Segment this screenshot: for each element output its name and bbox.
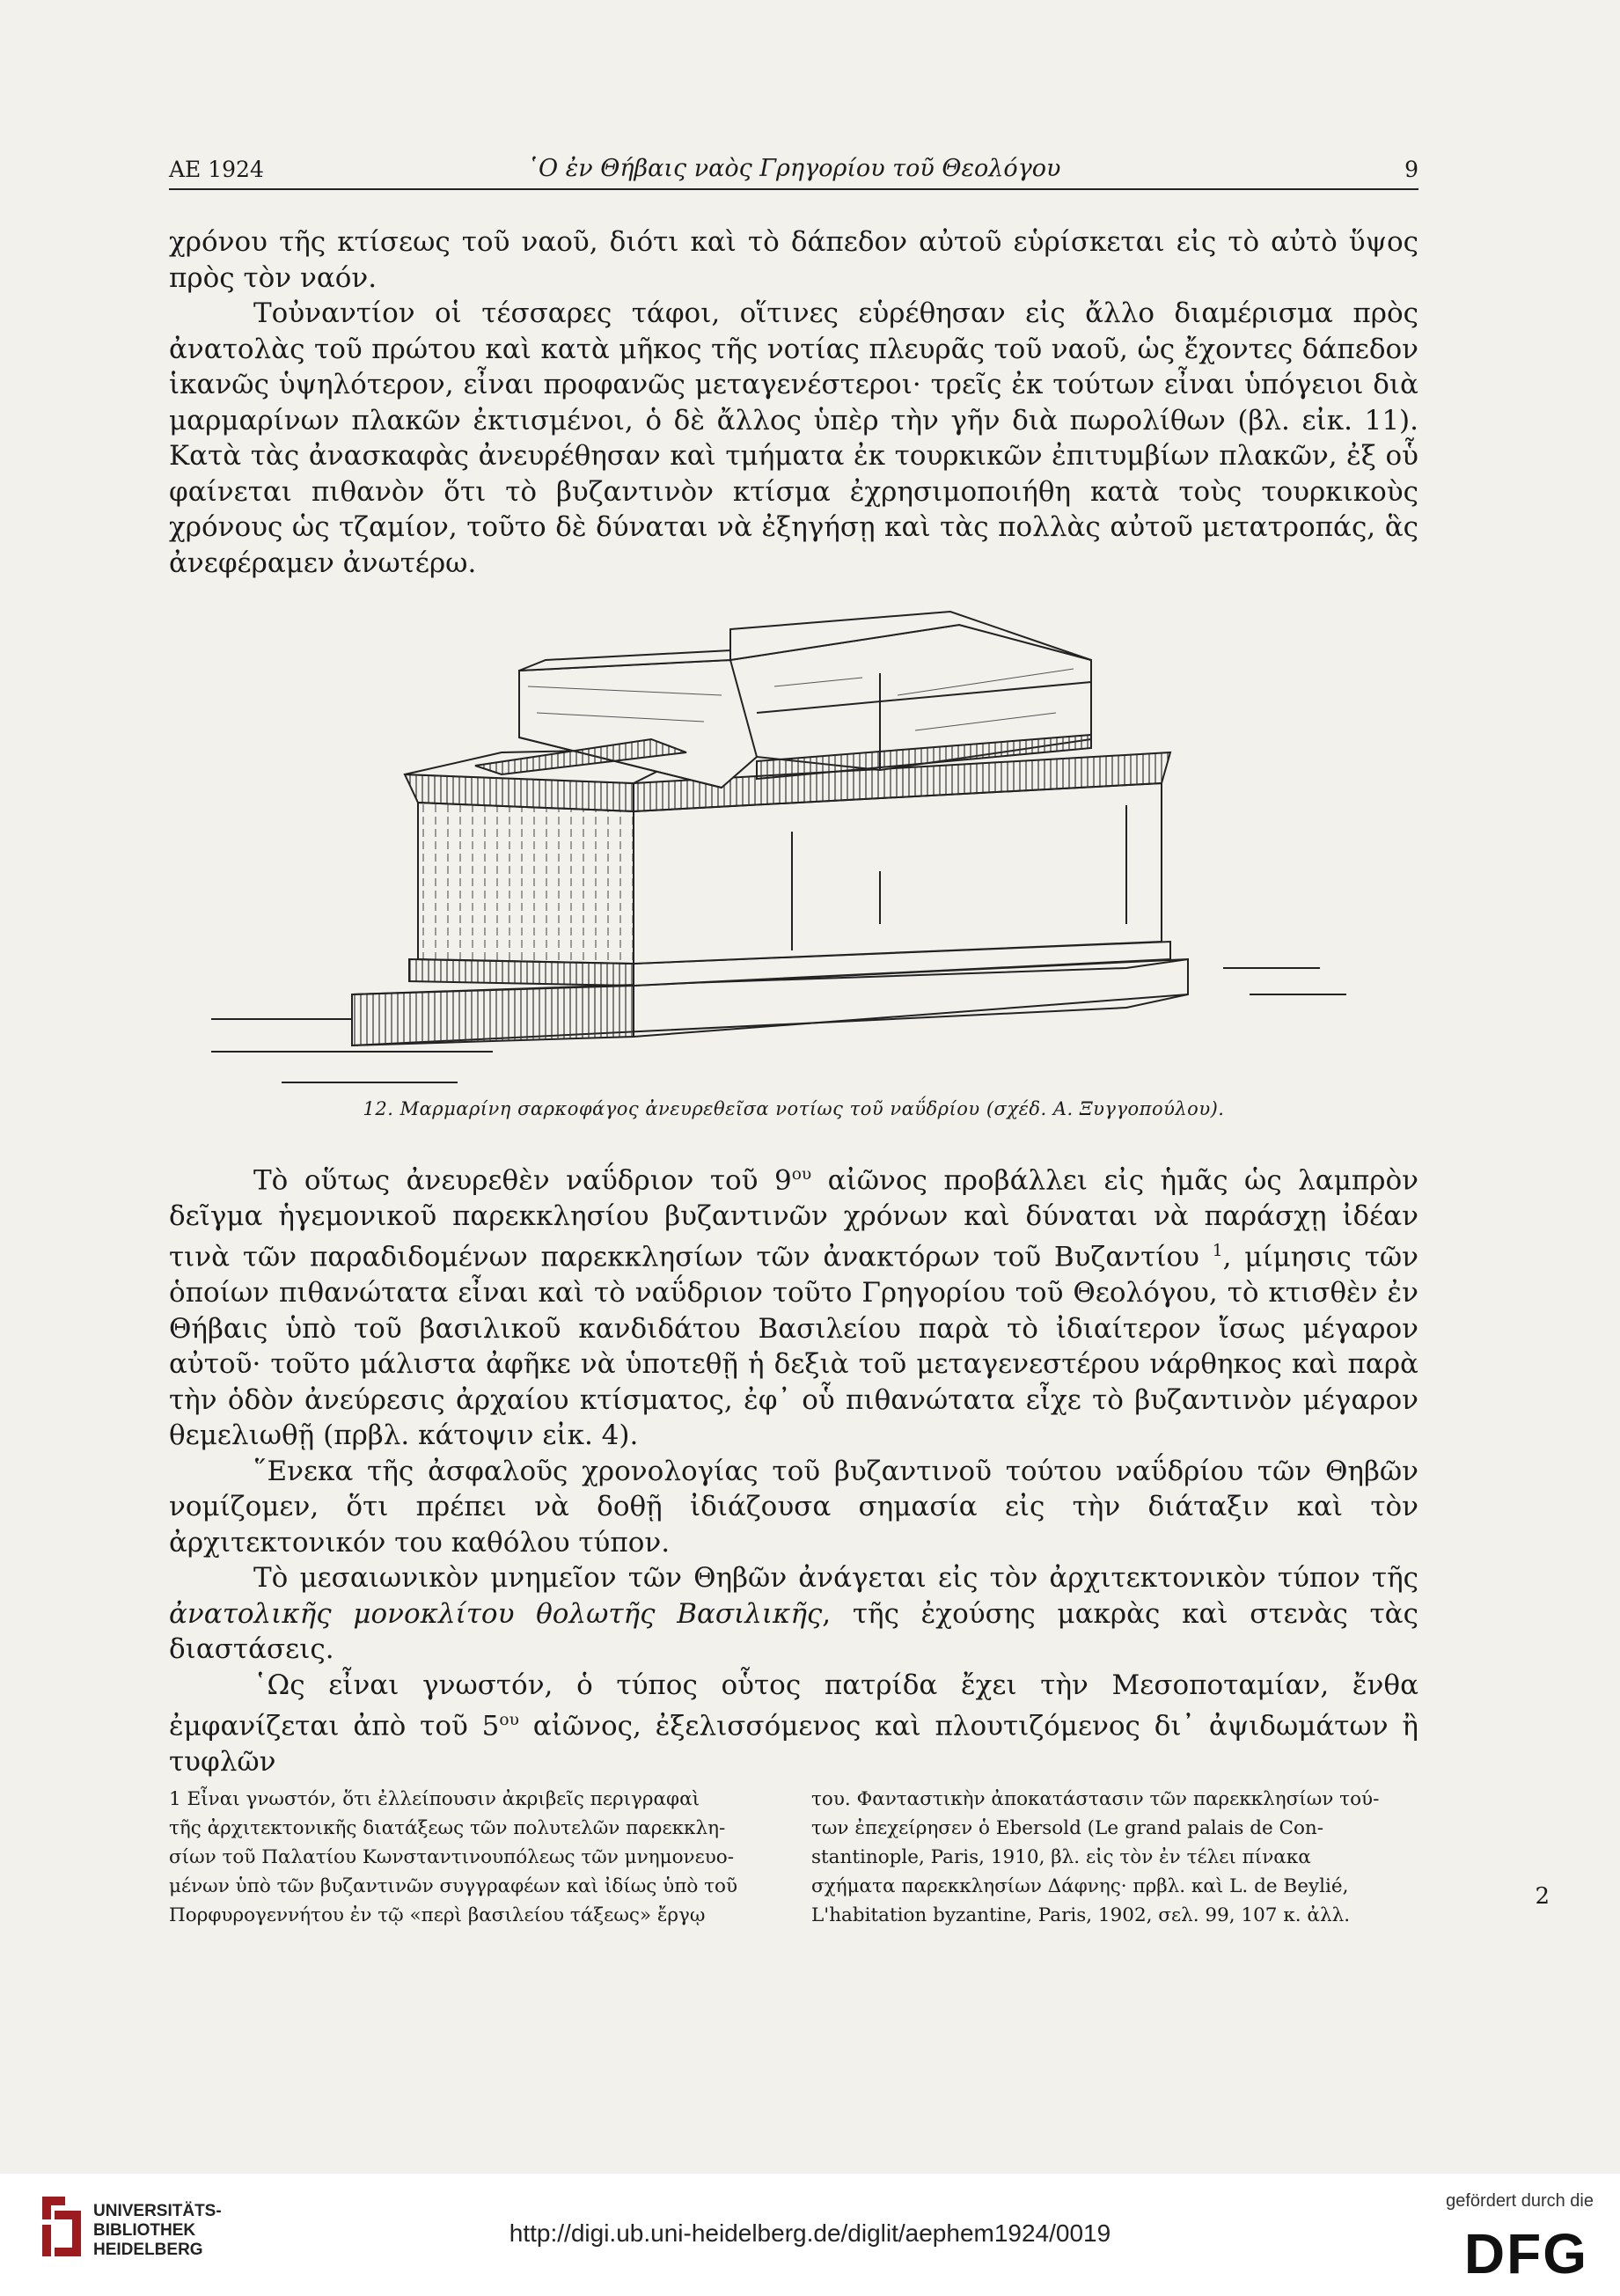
text-block-lower (169, 1157, 1418, 1779)
footnote-line: σχήματα παρεκκλησίων Δάφνης· πρβλ. καὶ L. de Beylié, (811, 1875, 1349, 1897)
permalink-url[interactable]: http://digi.ub.uni-heidelberg.de/diglit/aephem1924/0019 (509, 2219, 1111, 2247)
library-name-line: HEIDELBERG (93, 2241, 203, 2259)
running-title: ῾Ο ἐν Θήβαις ναὸς Γρηγορίου τοῦ Θεολόγου (526, 155, 1061, 182)
text-run: Τὸ μεσαιωνικὸν μνημεῖον τῶν Θηβῶν ἀνάγεται εἰς τὸν ἀρχιτεκτονικὸν τύπον τῆς (253, 1562, 1418, 1595)
text-run: , μίμησις τῶν ὁποίων πιθανώτατα εἶναι καὶ τὸ ναΰδριον τοῦτο Γρηγορίου τοῦ Θεολόγου, τὸ κτισθὲν ἐν Θήβαις ὑπὸ τοῦ βασιλικοῦ κανδιδάτου Βασιλείου παρὰ τὸ ἰδιαίτερον ἴσως μέγαρον αὐτοῦ· τοῦτο μάλιστα ἀφῆκε νὰ ὑποτεθῇ ἡ δεξιὰ τοῦ μεταγενεστέρου νάρθηκος καὶ παρὰ τὴν ὁδὸν ἀνεύρεσις ἀρχαίου κτίσματος, ἐφ᾽ οὗ πιθανώτατα εἶχε τὸ βυζαντινὸν μέγαρον θεμελιωθῇ (πρβλ. κάτοψιν εἰκ. 4). (169, 1241, 1418, 1452)
footnote-reference[interactable]: 1 (1212, 1242, 1223, 1261)
footnote-line: του. Φανταστικὴν ἀποκατάστασιν τῶν παρεκκλησίων τού- (811, 1788, 1380, 1810)
footnote-line: stantinople, Paris, 1910, βλ. εἰς τὸν ἐν τέλει πίνακα (811, 1846, 1311, 1868)
sarcophagus-drawing (211, 607, 1346, 1100)
paragraph (169, 1157, 1418, 1454)
footnote-column-left (169, 1785, 776, 1930)
figure-caption: 12. Μαρμαρίνη σαρκοφάγος ἀνευρεθεῖσα νοτίως τοῦ ναΰδρίου (σχέδ. Α. Ξυγγοπούλου). (363, 1098, 1225, 1119)
page-number: 9 (1404, 157, 1418, 182)
digitization-footer (0, 2174, 1620, 2296)
paragraph (169, 1668, 1418, 1780)
paragraph: χρόνου τῆς κτίσεως τοῦ ναοῦ, διότι καὶ τὸ δάπεδον αὐτοῦ εὑρίσκεται εἰς τὸ αὐτὸ ὕψος πρὸς τὸν ναόν. (169, 226, 1418, 294)
header-rule (169, 188, 1418, 190)
footnote-line: μένων ὑπὸ τῶν βυζαντινῶν συγγραφέων καὶ ἰδίως ὑπὸ τοῦ (169, 1875, 738, 1897)
sheet-signature: 2 (1535, 1883, 1550, 1910)
ordinal-superscript: ου (499, 1711, 519, 1730)
dfg-logo: DFG (1463, 2222, 1588, 2285)
paragraph: ῞Ενεκα τῆς ἀσφαλοῦς χρονολογίας τοῦ βυζαντινοῦ τούτου ναΰδρίου τῶν Θηβῶν νομίζομεν, ὅτι πρέπει νὰ δοθῇ ἰδιάζουσα σημασία εἰς τὴν διάταξιν καὶ τὸν ἀρχιτεκτονικόν του καθόλου τύπον. (169, 1455, 1418, 1559)
running-head (169, 151, 1418, 187)
text-run: ῾Ως εἶναι γνωστόν, ὁ τύπος οὗτος πατρίδα ἔχει τὴν Μεσοποταμίαν, ἔνθα ἐμφανίζεται ἀπὸ τοῦ 5 (169, 1669, 1418, 1742)
funded-by-label: gefördert durch die (1446, 2191, 1594, 2211)
emphasis: ἀνατολικῆς μονοκλίτου θολωτῆς Βασιλικῆς (169, 1597, 823, 1630)
footnote-line: των ἐπεχείρησεν ὁ Ebersold (Le grand palais de Con- (811, 1817, 1324, 1839)
library-name-line: UNIVERSITÄTS- (93, 2202, 222, 2220)
footnote-line: σίων τοῦ Παλατίου Κωνσταντινουπόλεως τῶν μνημονευο- (169, 1846, 735, 1868)
footnotes (169, 1785, 1418, 1970)
footnote-line: L'habitation byzantine, Paris, 1902, σελ. 99, 107 κ. ἀλλ. (811, 1904, 1351, 1926)
footnote-line: τῆς ἀρχιτεκτονικῆς διατάξεως τῶν πολυτελῶν παρεκκλη- (169, 1817, 726, 1839)
text-run: αἰῶνος προβάλλει εἰς ἡμᾶς ὡς λαμπρὸν δεῖγμα ἡγεμονικοῦ παρεκκλησίου βυζαντινῶν χρόνων καὶ δύναται νὰ παράσχῃ ἰδέαν τινὰ τῶν παραδιδομένων παρεκκλησίων τῶν ἀνακτόρων τοῦ Βυζαντίου (169, 1164, 1418, 1273)
footnote-line: Πορφυρογεννήτου ἐν τῷ «περὶ βασιλείου τάξεως» ἔργῳ (169, 1904, 706, 1926)
journal-volume: ΑΕ 1924 (169, 157, 264, 182)
ordinal-superscript: ου (791, 1165, 812, 1184)
footnote-line: 1 Εἶναι γνωστόν, ὅτι ἐλλείπουσιν ἀκριβεῖς περιγραφαὶ (169, 1788, 700, 1810)
paragraph (169, 1560, 1418, 1668)
library-name-line: BIBLIOTHEK (93, 2221, 196, 2240)
text-run: , τῆς ἐχούσης μακρὰς καὶ στενὰς τὰς διαστάσεις. (169, 1597, 1418, 1666)
text-run: αἰῶνος, ἐξελισσόμενος καὶ πλουτιζόμενος δι᾽ ἀψιδωμάτων ἢ τυφλῶν (169, 1710, 1418, 1778)
footnote-column-right (811, 1785, 1418, 1930)
text-run: Τὸ οὕτως ἀνευρεθὲν ναΰδριον τοῦ 9 (253, 1164, 792, 1197)
text-block-upper (169, 224, 1418, 581)
paragraph: Τοὐναντίον οἱ τέσσαρες τάφοι, οἵτινες εὑρέθησαν εἰς ἄλλο διαμέρισμα πρὸς ἀνατολὰς τοῦ πρώτου καὶ κατὰ μῆκος τῆς νοτίας πλευρᾶς τοῦ ναοῦ, ὡς ἔχοντες δάπεδον ἱκανῶς ὑψηλότερον, εἶναι προφανῶς μεταγενέστεροι· τρεῖς ἐκ τούτων εἶναι ὑπόγειοι διὰ μαρμαρίνων πλακῶν ἐκτισμένοι, ὁ δὲ ἄλλος ὑπὲρ τὴν γῆν διὰ πωρολίθων (βλ. εἰκ. 11). Κατὰ τὰς ἀνασκαφὰς ἀνευρέθησαν καὶ τμήματα ἐκ τουρκικῶν ἐπιτυμβίων πλακῶν, ἐξ οὗ φαίνεται πιθανὸν ὅτι τὸ βυζαντινὸν κτίσμα ἐχρησιμοποιήθη κατὰ τοὺς τουρκικοὺς χρόνους ὡς τζαμίον, τοῦτο δὲ δύναται νὰ ἐξηγήσῃ καὶ τὰς πολλὰς αὐτοῦ μετατροπάς, ἃς ἀνεφέραμεν ἀνωτέρω. (169, 297, 1418, 579)
